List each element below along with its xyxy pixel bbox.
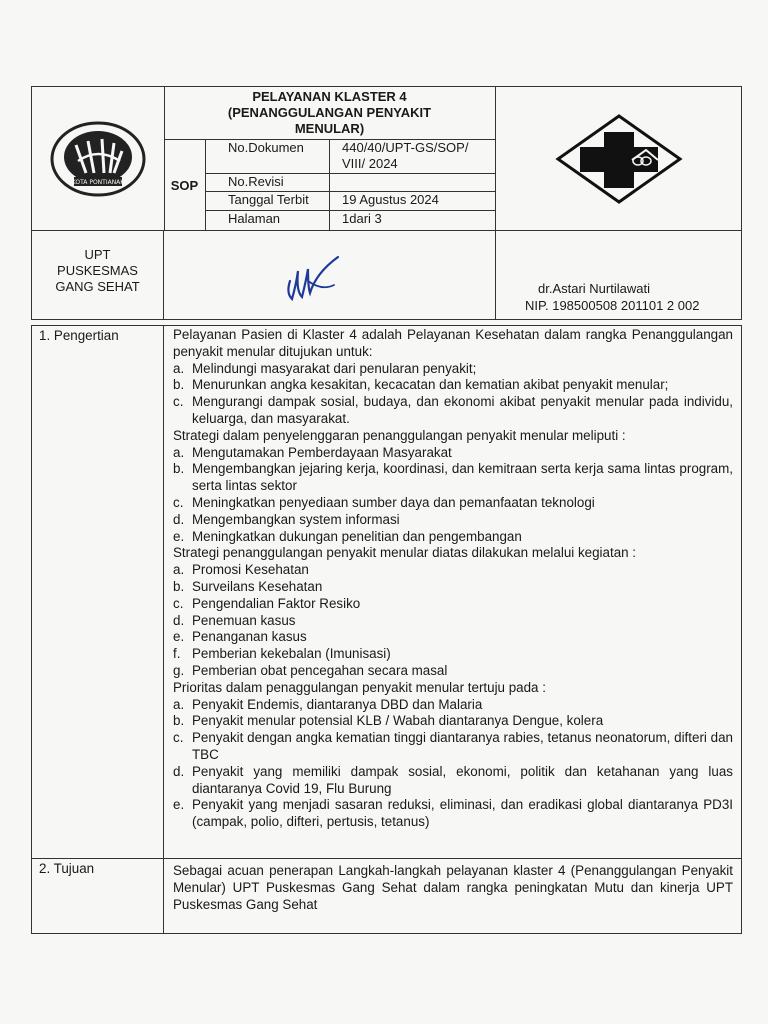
document-info-grid bbox=[205, 139, 495, 230]
list-item-text: Penemuan kasus bbox=[192, 612, 296, 628]
list-marker: b. bbox=[173, 578, 185, 594]
sop-body-table bbox=[31, 325, 742, 934]
list-marker: a. bbox=[173, 444, 185, 460]
list-marker: a. bbox=[173, 360, 185, 376]
sop-header-table bbox=[31, 86, 742, 320]
pengertian-label: 1. Pengertian bbox=[32, 326, 164, 858]
list-item-text: Mengutamakan Pemberdayaan Masyarakat bbox=[192, 444, 452, 460]
pengertian-content bbox=[164, 326, 741, 858]
list-item-text: Pemberian kekebalan (Imunisasi) bbox=[192, 646, 391, 662]
sop-label: SOP bbox=[170, 178, 199, 193]
list-item-text: Penyakit yang memiliki dampak sosial, ekonomi, politik dan ketahanan yang luas diantaranya Covid 19, Flu Burung bbox=[192, 763, 733, 796]
halaman-label: Halaman bbox=[205, 211, 330, 231]
prioritas-list bbox=[173, 697, 733, 831]
row-halaman bbox=[205, 210, 495, 231]
handwritten-signature-icon bbox=[282, 241, 342, 307]
unit-line-3: GANG SEHAT bbox=[55, 279, 140, 294]
no-dokumen-label: No.Dokumen bbox=[205, 140, 330, 174]
no-revisi-value bbox=[330, 174, 495, 192]
tanggal-terbit-label: Tanggal Terbit bbox=[205, 192, 330, 211]
list-item-text: Penyakit Endemis, diantaranya DBD dan Malaria bbox=[192, 696, 483, 712]
halaman-value: 1dari 3 bbox=[342, 211, 382, 226]
kota-pontianak-emblem-icon bbox=[48, 117, 148, 201]
list-item-text: Pemberian obat pencegahan secara masal bbox=[192, 662, 448, 678]
list-item-text: Meningkatkan dukungan penelitian dan pengembangan bbox=[192, 528, 522, 544]
list-item bbox=[173, 629, 733, 646]
sop-label-cell bbox=[164, 139, 206, 231]
tanggal-terbit-value: 19 Agustus 2024 bbox=[342, 192, 439, 207]
list-item bbox=[173, 461, 733, 495]
list-item-text: Penyakit dengan angka kematian tinggi diantaranya rabies, tetanus neonatorum, difteri dan TBC bbox=[192, 730, 733, 762]
strategi-intro: Strategi dalam penyelenggaran penanggulangan penyakit menular meliputi : bbox=[173, 427, 626, 443]
list-marker: a. bbox=[173, 696, 185, 712]
unit-name-cell bbox=[32, 231, 164, 320]
list-item bbox=[173, 713, 733, 730]
list-item-text: Mengurangi dampak sosial, budaya, dan ekonomi akibat penyakit menular pada individu, keluarga, dan masyarakat. bbox=[192, 394, 733, 426]
list-item-text: Mengembangkan jejaring kerja, koordinasi, dan kemitraan serta kerja sama lintas program, serta lintas sektor bbox=[192, 461, 733, 494]
list-item bbox=[173, 445, 733, 462]
city-emblem-cell bbox=[32, 87, 165, 230]
tujuan-label: 2. Tujuan bbox=[32, 859, 164, 934]
tujuan-text: Sebagai acuan penerapan Langkah-langkah pelayanan klaster 4 (Penanggulangan Penyakit Menular) UPT Puskesmas Gang Sehat dalam rangka peningkatan Mutu dan kinerja UPT Puskesmas Gang Sehat bbox=[173, 863, 733, 912]
tujuan-list bbox=[173, 361, 733, 428]
title-line-1: PELAYANAN KLASTER 4 bbox=[252, 89, 407, 104]
list-item bbox=[173, 529, 733, 546]
list-item bbox=[173, 663, 733, 680]
no-revisi-label: No.Revisi bbox=[205, 174, 330, 192]
list-item bbox=[173, 797, 733, 831]
list-marker: g. bbox=[173, 662, 185, 678]
list-item bbox=[173, 596, 733, 613]
list-marker: b. bbox=[173, 461, 185, 477]
list-item-text: Melindungi masyarakat dari penularan penyakit; bbox=[192, 360, 477, 376]
list-item bbox=[173, 495, 733, 512]
list-item bbox=[173, 394, 733, 428]
signer-nip: NIP. 198500508 201101 2 002 bbox=[525, 298, 700, 313]
unit-line-1: UPT bbox=[84, 247, 111, 262]
row-no-dokumen bbox=[205, 139, 495, 174]
section-tujuan bbox=[32, 858, 741, 934]
title-line-2: (PENANGGULANGAN PENYAKIT bbox=[227, 105, 432, 120]
signer-cell bbox=[495, 231, 741, 320]
no-dokumen-value: 440/40/UPT-GS/SOP/ VIII/ 2024 bbox=[342, 140, 469, 171]
signature-area bbox=[164, 231, 496, 320]
list-marker: c. bbox=[173, 494, 184, 510]
list-marker: e. bbox=[173, 797, 185, 813]
list-item bbox=[173, 512, 733, 529]
unit-line-2: PUSKESMAS bbox=[57, 263, 138, 278]
title-line-3: MENULAR) bbox=[294, 121, 365, 136]
list-marker: d. bbox=[173, 612, 185, 628]
list-marker: b. bbox=[173, 713, 185, 729]
puskesmas-logo-icon bbox=[554, 114, 684, 204]
list-item bbox=[173, 377, 733, 394]
list-item bbox=[173, 613, 733, 630]
puskesmas-logo-cell bbox=[495, 87, 742, 230]
list-item bbox=[173, 562, 733, 579]
list-item-text: Surveilans Kesehatan bbox=[192, 578, 323, 594]
prioritas-intro: Prioritas dalam penaggulangan penyakit menular tertuju pada : bbox=[173, 679, 546, 695]
kegiatan-intro: Strategi penanggulangan penyakit menular diatas dilakukan melalui kegiatan : bbox=[173, 545, 637, 561]
tujuan-content bbox=[164, 859, 741, 934]
list-item bbox=[173, 730, 733, 764]
list-item-text: Penanganan kasus bbox=[192, 629, 307, 645]
row-no-revisi bbox=[205, 173, 495, 192]
list-marker: d. bbox=[173, 763, 185, 779]
pengertian-intro: Pelayanan Pasien di Klaster 4 adalah Pelayanan Kesehatan dalam rangka Penanggulangan penyakit menular ditujukan untuk: bbox=[173, 327, 733, 359]
strategi-list bbox=[173, 445, 733, 546]
list-marker: b. bbox=[173, 377, 185, 393]
signer-name: dr.Astari Nurtilawati bbox=[538, 281, 650, 296]
emblem-text: KOTA PONTIANAK bbox=[71, 178, 125, 186]
list-marker: a. bbox=[173, 562, 185, 578]
list-item bbox=[173, 764, 733, 798]
kegiatan-list bbox=[173, 562, 733, 680]
list-marker: f. bbox=[173, 646, 181, 662]
header-bottom-row bbox=[32, 230, 741, 320]
list-item-text: Mengembangkan system informasi bbox=[192, 511, 400, 527]
list-item bbox=[173, 697, 733, 714]
list-marker: d. bbox=[173, 511, 185, 527]
list-item-text: Penyakit menular potensial KLB / Wabah diantaranya Dengue, kolera bbox=[192, 713, 604, 729]
list-item-text: Promosi Kesehatan bbox=[192, 562, 309, 578]
list-marker: c. bbox=[173, 394, 184, 410]
section-pengertian bbox=[32, 326, 741, 858]
list-marker: e. bbox=[173, 528, 185, 544]
list-item bbox=[173, 361, 733, 378]
list-marker: e. bbox=[173, 629, 185, 645]
row-tanggal-terbit bbox=[205, 191, 495, 211]
document-title bbox=[164, 87, 495, 141]
list-item bbox=[173, 646, 733, 663]
list-item-text: Meningkatkan penyediaan sumber daya dan pemanfaatan teknologi bbox=[192, 494, 595, 510]
list-item-text: Menurunkan angka kesakitan, kecacatan dan kematian akibat penyakit menular; bbox=[192, 377, 669, 393]
list-marker: c. bbox=[173, 730, 184, 746]
list-item-text: Penyakit yang menjadi sasaran reduksi, eliminasi, dan eradikasi global diantaranya PD3I (campak, polio, difteri, pertusis, tetanus) bbox=[192, 797, 733, 830]
list-marker: c. bbox=[173, 595, 184, 611]
list-item bbox=[173, 579, 733, 596]
list-item-text: Pengendalian Faktor Resiko bbox=[192, 595, 361, 611]
